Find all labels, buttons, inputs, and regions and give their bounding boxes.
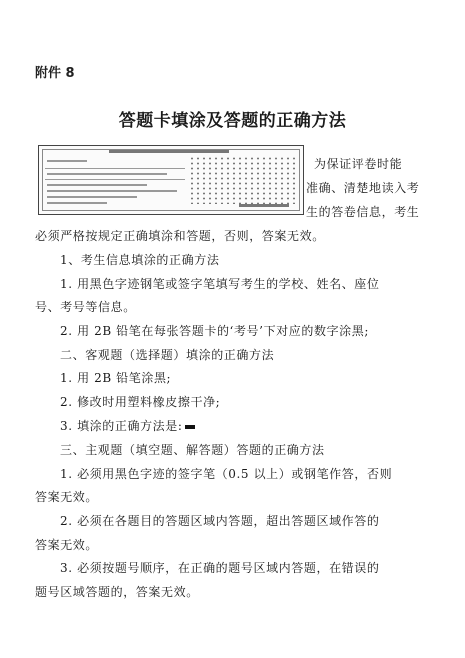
answer-card-footer: [239, 204, 289, 207]
section1-heading: 1、考生信息填涂的正确方法: [60, 253, 220, 267]
page-title: 答题卡填涂及答题的正确方法: [118, 111, 347, 131]
answer-card-header: [109, 150, 229, 153]
answer-card-rule: [45, 179, 185, 180]
section3-item2: 2. 必须在各题目的答题区域内答题，超出答题区域作答的: [60, 514, 380, 528]
answer-card-field: [47, 184, 147, 186]
answer-card-field: [47, 196, 137, 198]
section2-item3: [60, 418, 195, 434]
section1-item2: 2. 用 2B 铅笔在每张答题卡的‘考号’下对应的数字涂黑;: [60, 324, 370, 338]
answer-card-field: [47, 173, 167, 175]
answer-card-image: [38, 145, 304, 215]
section3-item2-cont: 答案无效。: [35, 538, 99, 552]
section3-item3-cont: 题号区域答题的，答案无效。: [35, 585, 199, 599]
section2-heading: 二、客观题（选择题）填涂的正确方法: [60, 348, 275, 362]
answer-card-field: [47, 190, 177, 192]
filled-mark-icon: [185, 425, 195, 429]
section2-item3-text: 3. 填涂的正确方法是:: [60, 419, 183, 433]
section3-item1-cont: 答案无效。: [35, 490, 99, 504]
answer-card-field: [47, 160, 87, 162]
intro-line-2: 准确、清楚地读入考: [306, 181, 420, 195]
section3-item3: 3. 必须按题号顺序，在正确的题号区域内答题，在错误的: [60, 561, 380, 575]
section1-item1: 1. 用黑色字迹钢笔或签字笔填写考生的学校、姓名、座位: [60, 277, 380, 291]
intro-line-1: 为保证评卷时能: [314, 157, 403, 171]
section3-heading: 三、主观题（填空题、解答题）答题的正确方法: [60, 443, 325, 457]
answer-card-field: [47, 202, 107, 204]
section2-item1: 1. 用 2B 铅笔涂黑;: [60, 371, 172, 385]
answer-card-rule: [45, 168, 185, 169]
section3-item1: 1. 必须用黑色字迹的签字笔（0.5 以上）或钢笔作答，否则: [60, 467, 393, 481]
answer-card-bubble-grid: [189, 156, 297, 204]
section1-item1-cont: 号、考号等信息。: [35, 300, 136, 314]
intro-line-3: 生的答卷信息，考生: [306, 205, 420, 219]
intro-line-4: 必须严格按规定正确填涂和答题，否则，答案无效。: [35, 229, 325, 243]
section2-item2: 2. 修改时用塑料橡皮擦干净;: [60, 395, 221, 409]
attachment-label: 附件 8: [35, 66, 75, 81]
